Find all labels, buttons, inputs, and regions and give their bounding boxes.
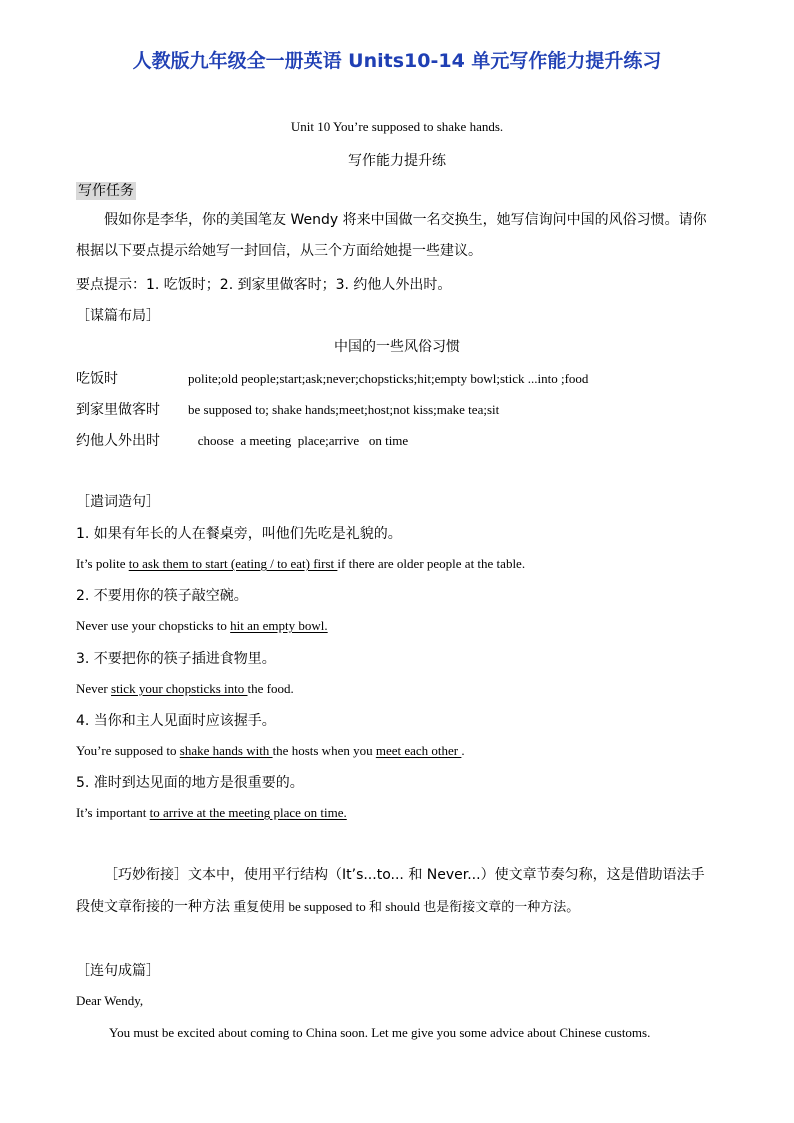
sentence-cn: 5. 准时到达见面的地方是很重要的。 — [76, 775, 304, 791]
sentence-en — [76, 805, 347, 821]
plan-label: ［谋篇布局］ — [76, 308, 160, 324]
sentence-post: the food. — [247, 681, 294, 696]
plan-row-words: choose a meeting place;arrive on time — [188, 433, 409, 448]
sentence-answer: to arrive at the meeting place on time. — [149, 805, 347, 820]
task-label-text: 写作任务 — [78, 183, 134, 199]
task-label — [76, 180, 136, 200]
plan-row — [76, 368, 588, 388]
sentence-answer: to ask them to start (eating / to eat) first — [128, 556, 338, 571]
sentence-cn: 2. 不要用你的筷子敲空碗。 — [76, 588, 248, 604]
unit-heading: Unit 10 You’re supposed to shake hands. — [290, 119, 504, 134]
sentence-post-2: . — [461, 743, 465, 758]
sentence-post: the hosts when you — [272, 743, 376, 758]
cohesion-text-1: 文本中，使用平行结构（It’s...to... 和 Never...）使文章节奏匀称，这是借助语法手段使文章衔接的一种方法 — [76, 867, 705, 915]
sentence-pre: Never use your chopsticks to — [76, 618, 231, 633]
sentence-answer: hit an empty bowl. — [230, 618, 328, 633]
task-hints: 要点提示：1. 吃饭时；2. 到家里做客时；3. 约他人外出时。 — [76, 277, 452, 293]
sentence-pre: Never — [76, 681, 112, 696]
letter-salutation: Dear Wendy, — [76, 993, 144, 1008]
sentence-cn: 1. 如果有年长的人在餐桌旁，叫他们先吃是礼貌的。 — [76, 526, 402, 542]
plan-row-words: polite;old people;start;ask;never;chopsticks;hit;empty bowl;stick ...into ;food — [188, 371, 589, 386]
sentence-cn: 3. 不要把你的筷子插进食物里。 — [76, 651, 276, 667]
cohesion-text-2: 重复使用 be supposed to 和 should 也是衔接文章的一种方法。 — [230, 899, 580, 914]
sentence-pre: It’s polite — [76, 556, 129, 571]
plan-row — [76, 399, 499, 419]
plan-heading: 中国的一些风俗习惯 — [334, 339, 460, 355]
sentence-pre: You’re supposed to — [76, 743, 180, 758]
plan-row-label: 约他人外出时 — [76, 433, 160, 449]
sentence-answer: shake hands with — [179, 743, 273, 758]
sentence-post: if there are older people at the table. — [337, 556, 526, 571]
compose-label: ［连句成篇］ — [76, 963, 160, 979]
sentences-label: ［遣词造句］ — [76, 494, 160, 510]
sentence-en — [76, 556, 525, 572]
task-paragraph: 假如你是李华，你的美国笔友 Wendy 将来中国做一名交换生，她写信询问中国的风俗习惯。请你根据以下要点提示给她写一封回信，从三个方面给她提一些建议。 — [76, 212, 707, 259]
sentence-en — [76, 681, 294, 697]
sentence-answer: stick your chopsticks into — [111, 681, 248, 696]
plan-row-label: 到家里做客时 — [76, 402, 160, 418]
plan-row — [76, 430, 408, 450]
sentence-cn: 4. 当你和主人见面时应该握手。 — [76, 713, 276, 729]
sub-heading: 写作能力提升练 — [348, 153, 446, 169]
plan-row-words: be supposed to; shake hands;meet;host;not kiss;make tea;sit — [188, 402, 500, 417]
cohesion-label: ［巧妙衔接］ — [104, 867, 188, 883]
letter-paragraph: You must be excited about coming to China soon. Let me give you some advice about Chinese customs. — [109, 1025, 651, 1040]
plan-row-label: 吃饭时 — [76, 371, 118, 387]
sentence-answer-2: meet each other — [375, 743, 462, 758]
sentence-pre: It’s important — [76, 805, 150, 820]
page-title: 人教版九年级全一册英语 Units10-14 单元写作能力提升练习 — [132, 50, 662, 72]
sentence-en — [76, 743, 465, 759]
sentence-en — [76, 618, 328, 634]
cohesion-paragraph — [76, 860, 716, 923]
